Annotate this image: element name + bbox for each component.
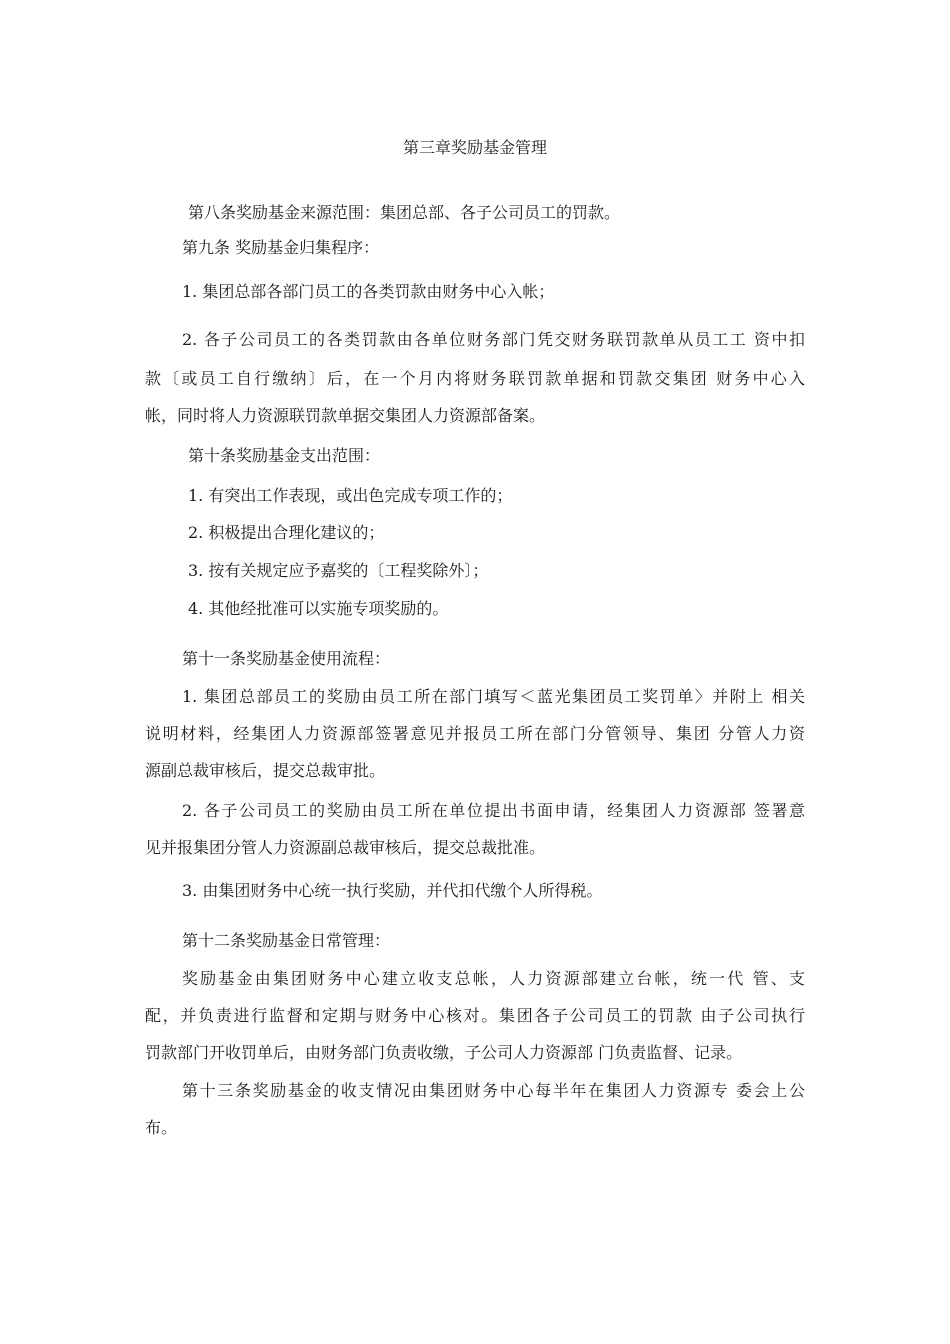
article-12-line-2: 配，并负责进行监督和定期与财务中心核对。集团各子公司员工的罚款 由子公司执行 xyxy=(145,1006,805,1025)
article-9-item-2-line-1: 2. 各子公司员工的各类罚款由各单位财务部门凭交财务联罚款单从员工工 资中扣 xyxy=(182,330,805,349)
article-13-line-1: 第十三条奖励基金的收支情况由集团财务中心每半年在集团人力资源专 委会上公 xyxy=(182,1081,805,1100)
article-9-item-2-line-3: 帐，同时将人力资源联罚款单据交集团人力资源部备案。 xyxy=(145,406,546,425)
article-9-item-2-line-2: 款〔或员工自行缴纳〕后，在一个月内将财务联罚款单据和罚款交集团 财务中心入 xyxy=(145,369,805,388)
article-11-item-1-line-1: 1. 集团总部员工的奖励由员工所在部门填写＜蓝光集团员工奖罚单〉并附上 相关 xyxy=(182,687,805,706)
article-9-item-1: 1. 集团总部各部门员工的各类罚款由财务中心入帐； xyxy=(182,282,555,301)
article-10-item-4: 4. 其他经批准可以实施专项奖励的。 xyxy=(188,599,449,618)
article-13-line-2: 布。 xyxy=(145,1118,178,1137)
article-11-item-3: 3. 由集团财务中心统一执行奖励，并代扣代缴个人所得税。 xyxy=(182,881,603,900)
article-10-item-1: 1. 有突出工作表现，或出色完成专项工作的； xyxy=(188,486,513,505)
article-11-item-2-line-1: 2. 各子公司员工的奖励由员工所在单位提出书面申请，经集团人力资源部 签署意 xyxy=(182,801,805,820)
article-11-item-1-line-3: 源副总裁审核后，提交总裁审批。 xyxy=(145,761,386,780)
article-11-item-2-line-2: 见并报集团分管人力资源副总裁审核后，提交总裁批准。 xyxy=(145,838,546,857)
article-10-item-3: 3. 按有关规定应予嘉奖的〔工程奖除外〕； xyxy=(188,561,489,580)
article-8: 第八条奖励基金来源范围：集团总部、各子公司员工的罚款。 xyxy=(188,203,621,222)
article-12-heading: 第十二条奖励基金日常管理： xyxy=(182,931,391,950)
article-12-line-3: 罚款部门开收罚单后，由财务部门负责收缴，子公司人力资源部 门负责监督、记录。 xyxy=(145,1043,743,1062)
article-10-heading: 第十条奖励基金支出范围： xyxy=(188,446,381,465)
article-9-heading: 第九条 奖励基金归集程序： xyxy=(182,238,380,257)
article-12-line-1: 奖励基金由集团财务中心建立收支总帐，人力资源部建立台帐，统一代 管、支 xyxy=(182,969,805,988)
article-11-item-1-line-2: 说明材料，经集团人力资源部签署意见并报员工所在部门分管领导、集团 分管人力资 xyxy=(145,724,805,743)
article-11-heading: 第十一条奖励基金使用流程： xyxy=(182,649,391,668)
article-10-item-2: 2. 积极提出合理化建议的； xyxy=(188,523,385,542)
chapter-title: 第三章奖励基金管理 xyxy=(402,138,547,157)
